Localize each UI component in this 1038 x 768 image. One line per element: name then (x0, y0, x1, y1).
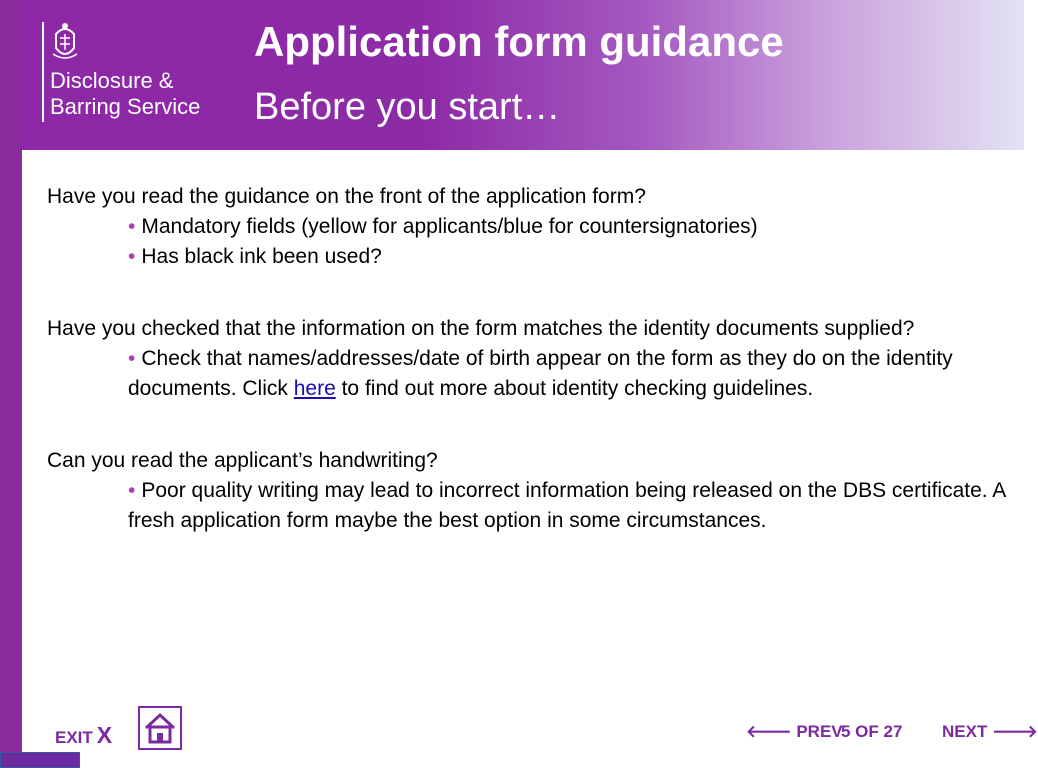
question-3-bullet (128, 476, 1012, 536)
home-button[interactable] (138, 706, 182, 750)
left-accent-gap (22, 150, 27, 768)
prev-label: PREV (796, 722, 843, 741)
slide-footer (0, 700, 1038, 768)
royal-crest-icon (50, 20, 80, 62)
slide-content (47, 182, 1012, 536)
dbs-logo (38, 18, 238, 126)
left-accent-bar (0, 0, 22, 768)
identity-guidelines-link[interactable]: here (293, 377, 336, 400)
bullet-text: Poor quality writing may lead to incorrect information being released on the DBS certificate. A fresh application form maybe the best option in some circumstances. (128, 479, 1006, 532)
exit-label: EXIT (55, 728, 93, 747)
question-1-bullet-2 (128, 242, 1012, 272)
bullet-text-before: Check that names/addresses/date of birth appear on the form as they do on the identity documents. Click (128, 347, 953, 400)
bullet-text: Has black ink been used? (141, 245, 382, 268)
page-subtitle: Before you start… (254, 86, 561, 128)
bullet-text: Mandatory fields (yellow for applicants/blue for countersignatories) (141, 215, 758, 238)
logo-line2: Barring Service (50, 94, 201, 119)
logo-line1: Disclosure & (50, 68, 174, 93)
logo-divider (42, 22, 44, 122)
close-icon: X (96, 722, 113, 748)
page-title: Application form guidance (254, 18, 784, 65)
question-2: Have you checked that the information on the form matches the identity documents supplied? (47, 317, 915, 340)
bullet-text-after: to find out more about identity checking guidelines. (335, 377, 814, 400)
question-3: Can you read the applicant’s handwriting? (47, 449, 438, 472)
bullet-dot: • (128, 245, 136, 268)
page-indicator: 5 OF 27 (841, 722, 903, 741)
bottom-tab (0, 752, 80, 768)
arrow-left-icon: 🡐 (746, 722, 792, 741)
exit-button[interactable] (55, 722, 112, 749)
question-2-bullet (128, 344, 1012, 404)
bullet-dot: • (128, 479, 136, 502)
bullet-dot: • (128, 347, 136, 370)
next-button[interactable] (942, 722, 1038, 742)
bullet-dot: • (128, 215, 136, 238)
prev-button[interactable] (746, 722, 843, 742)
question-1-bullet-1 (128, 212, 1012, 242)
home-icon (140, 708, 180, 748)
logo-text (50, 68, 200, 120)
question-1: Have you read the guidance on the front of the application form? (47, 185, 646, 208)
arrow-right-icon: 🡒 (992, 722, 1038, 741)
next-label: NEXT (942, 722, 988, 741)
